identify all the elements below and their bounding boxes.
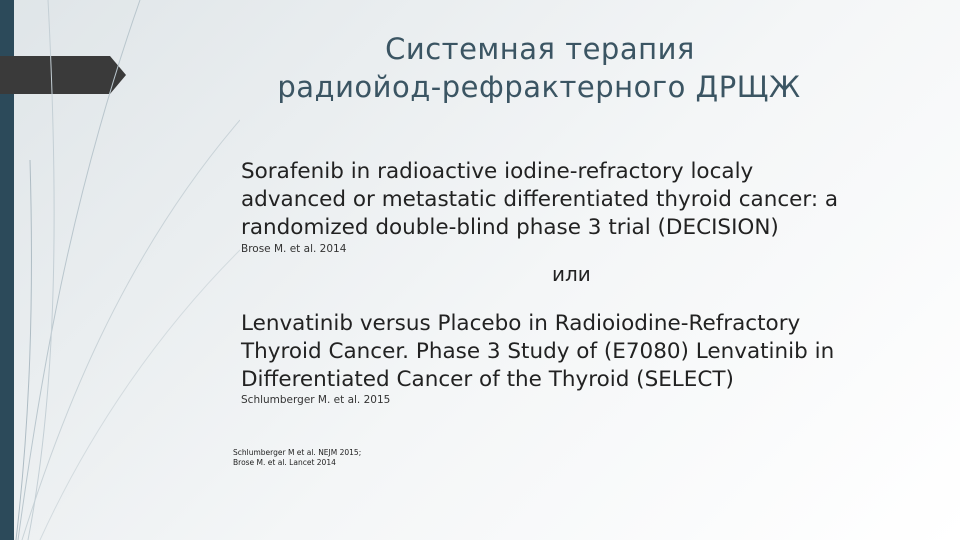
study-decision-citation: Brose M. et al. 2014 <box>241 243 347 255</box>
references <box>233 448 361 468</box>
study-decision-line: advanced or metastatic differentiated thyroid cancer: a <box>241 187 839 212</box>
study-decision <box>241 158 921 242</box>
reference-item: Schlumberger M et al. NEJM 2015; <box>233 448 362 457</box>
study-decision-line: randomized double-blind phase 3 trial (DECISION) <box>241 215 779 240</box>
title-line-2: радиойод-рефрактерного ДРЩЖ <box>277 70 801 104</box>
study-select-line: Lenvatinib versus Placebo in Radioiodine-Refractory <box>241 311 801 336</box>
study-select <box>241 310 921 394</box>
study-select-line: Thyroid Cancer. Phase 3 Study of (E7080) Lenvatinib in <box>241 339 835 364</box>
or-separator: или <box>552 262 591 286</box>
slide-title <box>0 30 960 106</box>
study-select-line: Differentiated Cancer of the Thyroid (SELECT) <box>241 367 734 392</box>
title-line-1: Системная терапия <box>385 32 695 66</box>
study-select-citation: Schlumberger M. et al. 2015 <box>241 394 391 406</box>
reference-item: Brose M. et al. Lancet 2014 <box>233 458 336 467</box>
study-decision-line: Sorafenib in radioactive iodine-refractory localy <box>241 159 754 184</box>
